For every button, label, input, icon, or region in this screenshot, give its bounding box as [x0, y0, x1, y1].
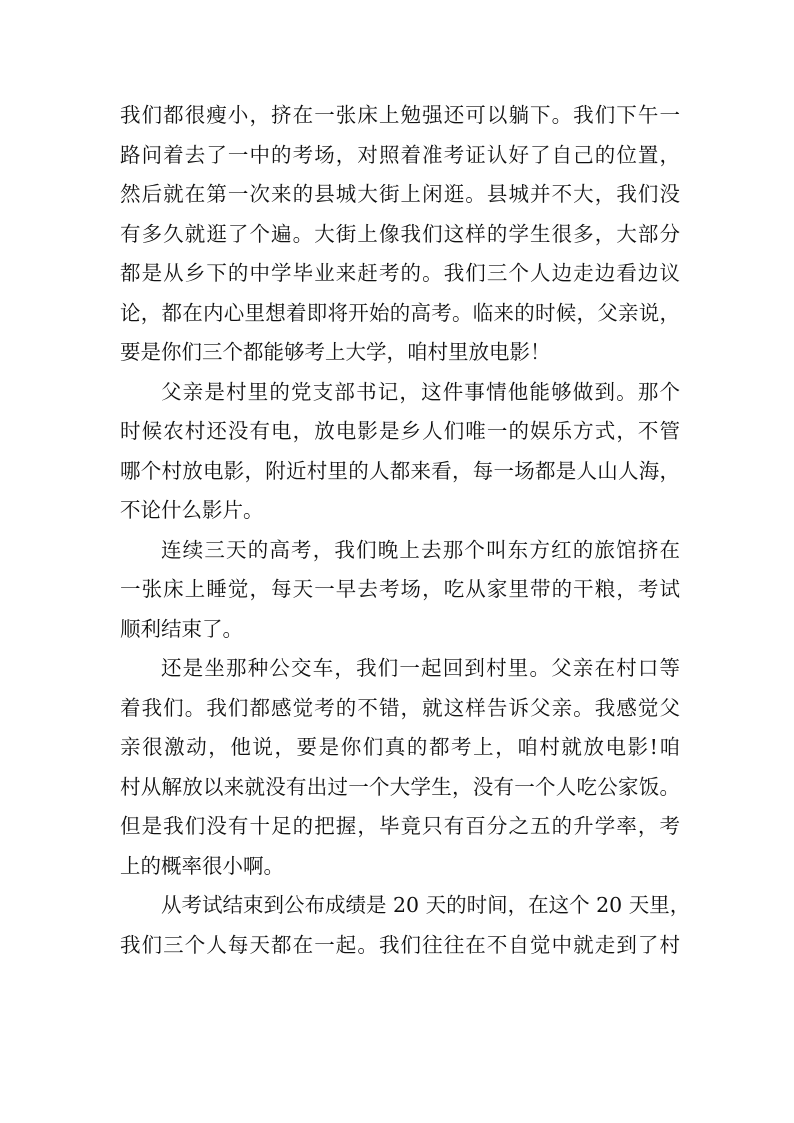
- text-line: 路问着去了一中的考场，对照着准考证认好了自己的位置，: [120, 142, 680, 167]
- text-line: 哪个村放电影，附近村里的人都来看，每一场都是人山人海，: [120, 458, 680, 483]
- text-line: 然后就在第一次来的县城大街上闲逛。县城并不大，我们没: [120, 182, 680, 206]
- text-line: 有多久就逛了个遍。大街上像我们这样的学生很多，大部分: [120, 221, 680, 246]
- text-line: 着我们。我们都感觉考的不错，就这样告诉父亲。我感觉父: [120, 695, 680, 720]
- text-line: 我们都很瘦小，挤在一张床上勉强还可以躺下。我们下午一: [120, 103, 680, 127]
- text-line: 都是从乡下的中学毕业来赶考的。我们三个人边走边看边议: [120, 261, 680, 285]
- text-line: 父亲是村里的党支部书记，这件事情他能够做到。那个: [161, 379, 680, 404]
- text-line: 一张床上睡觉，每天一早去考场，吃从家里带的干粮，考试: [120, 577, 680, 601]
- text-line: 上的概率很小啊。: [120, 853, 284, 878]
- text-line: 论，都在内心里想着即将开始的高考。临来的时候，父亲说，: [120, 300, 680, 325]
- document-body-text: [120, 96, 691, 965]
- text-line: 还是坐那种公交车，我们一起回到村里。父亲在村口等: [161, 656, 680, 680]
- text-line: 亲很激动，他说，要是你们真的都考上，咱村就放电影!咱: [120, 735, 680, 759]
- text-line: 顺利结束了。: [120, 616, 243, 641]
- text-line: 连续三天的高考，我们晚上去那个叫东方红的旅馆挤在: [161, 537, 680, 562]
- text-line: 我们三个人每天都在一起。我们往往在不自觉中就走到了村: [120, 932, 680, 957]
- text-line: 从考试结束到公布成绩是 20 天的时间，在这个 20 天里，: [161, 893, 691, 917]
- text-line: 不论什么影片。: [120, 498, 264, 522]
- text-line: 时候农村还没有电，放电影是乡人们唯一的娱乐方式，不管: [120, 419, 680, 443]
- text-line: 村从解放以来就没有出过一个大学生，没有一个人吃公家饭。: [120, 774, 680, 799]
- text-line: 但是我们没有十足的把握，毕竟只有百分之五的升学率，考: [120, 814, 680, 838]
- text-line: 要是你们三个都能够考上大学，咱村里放电影！: [120, 340, 551, 364]
